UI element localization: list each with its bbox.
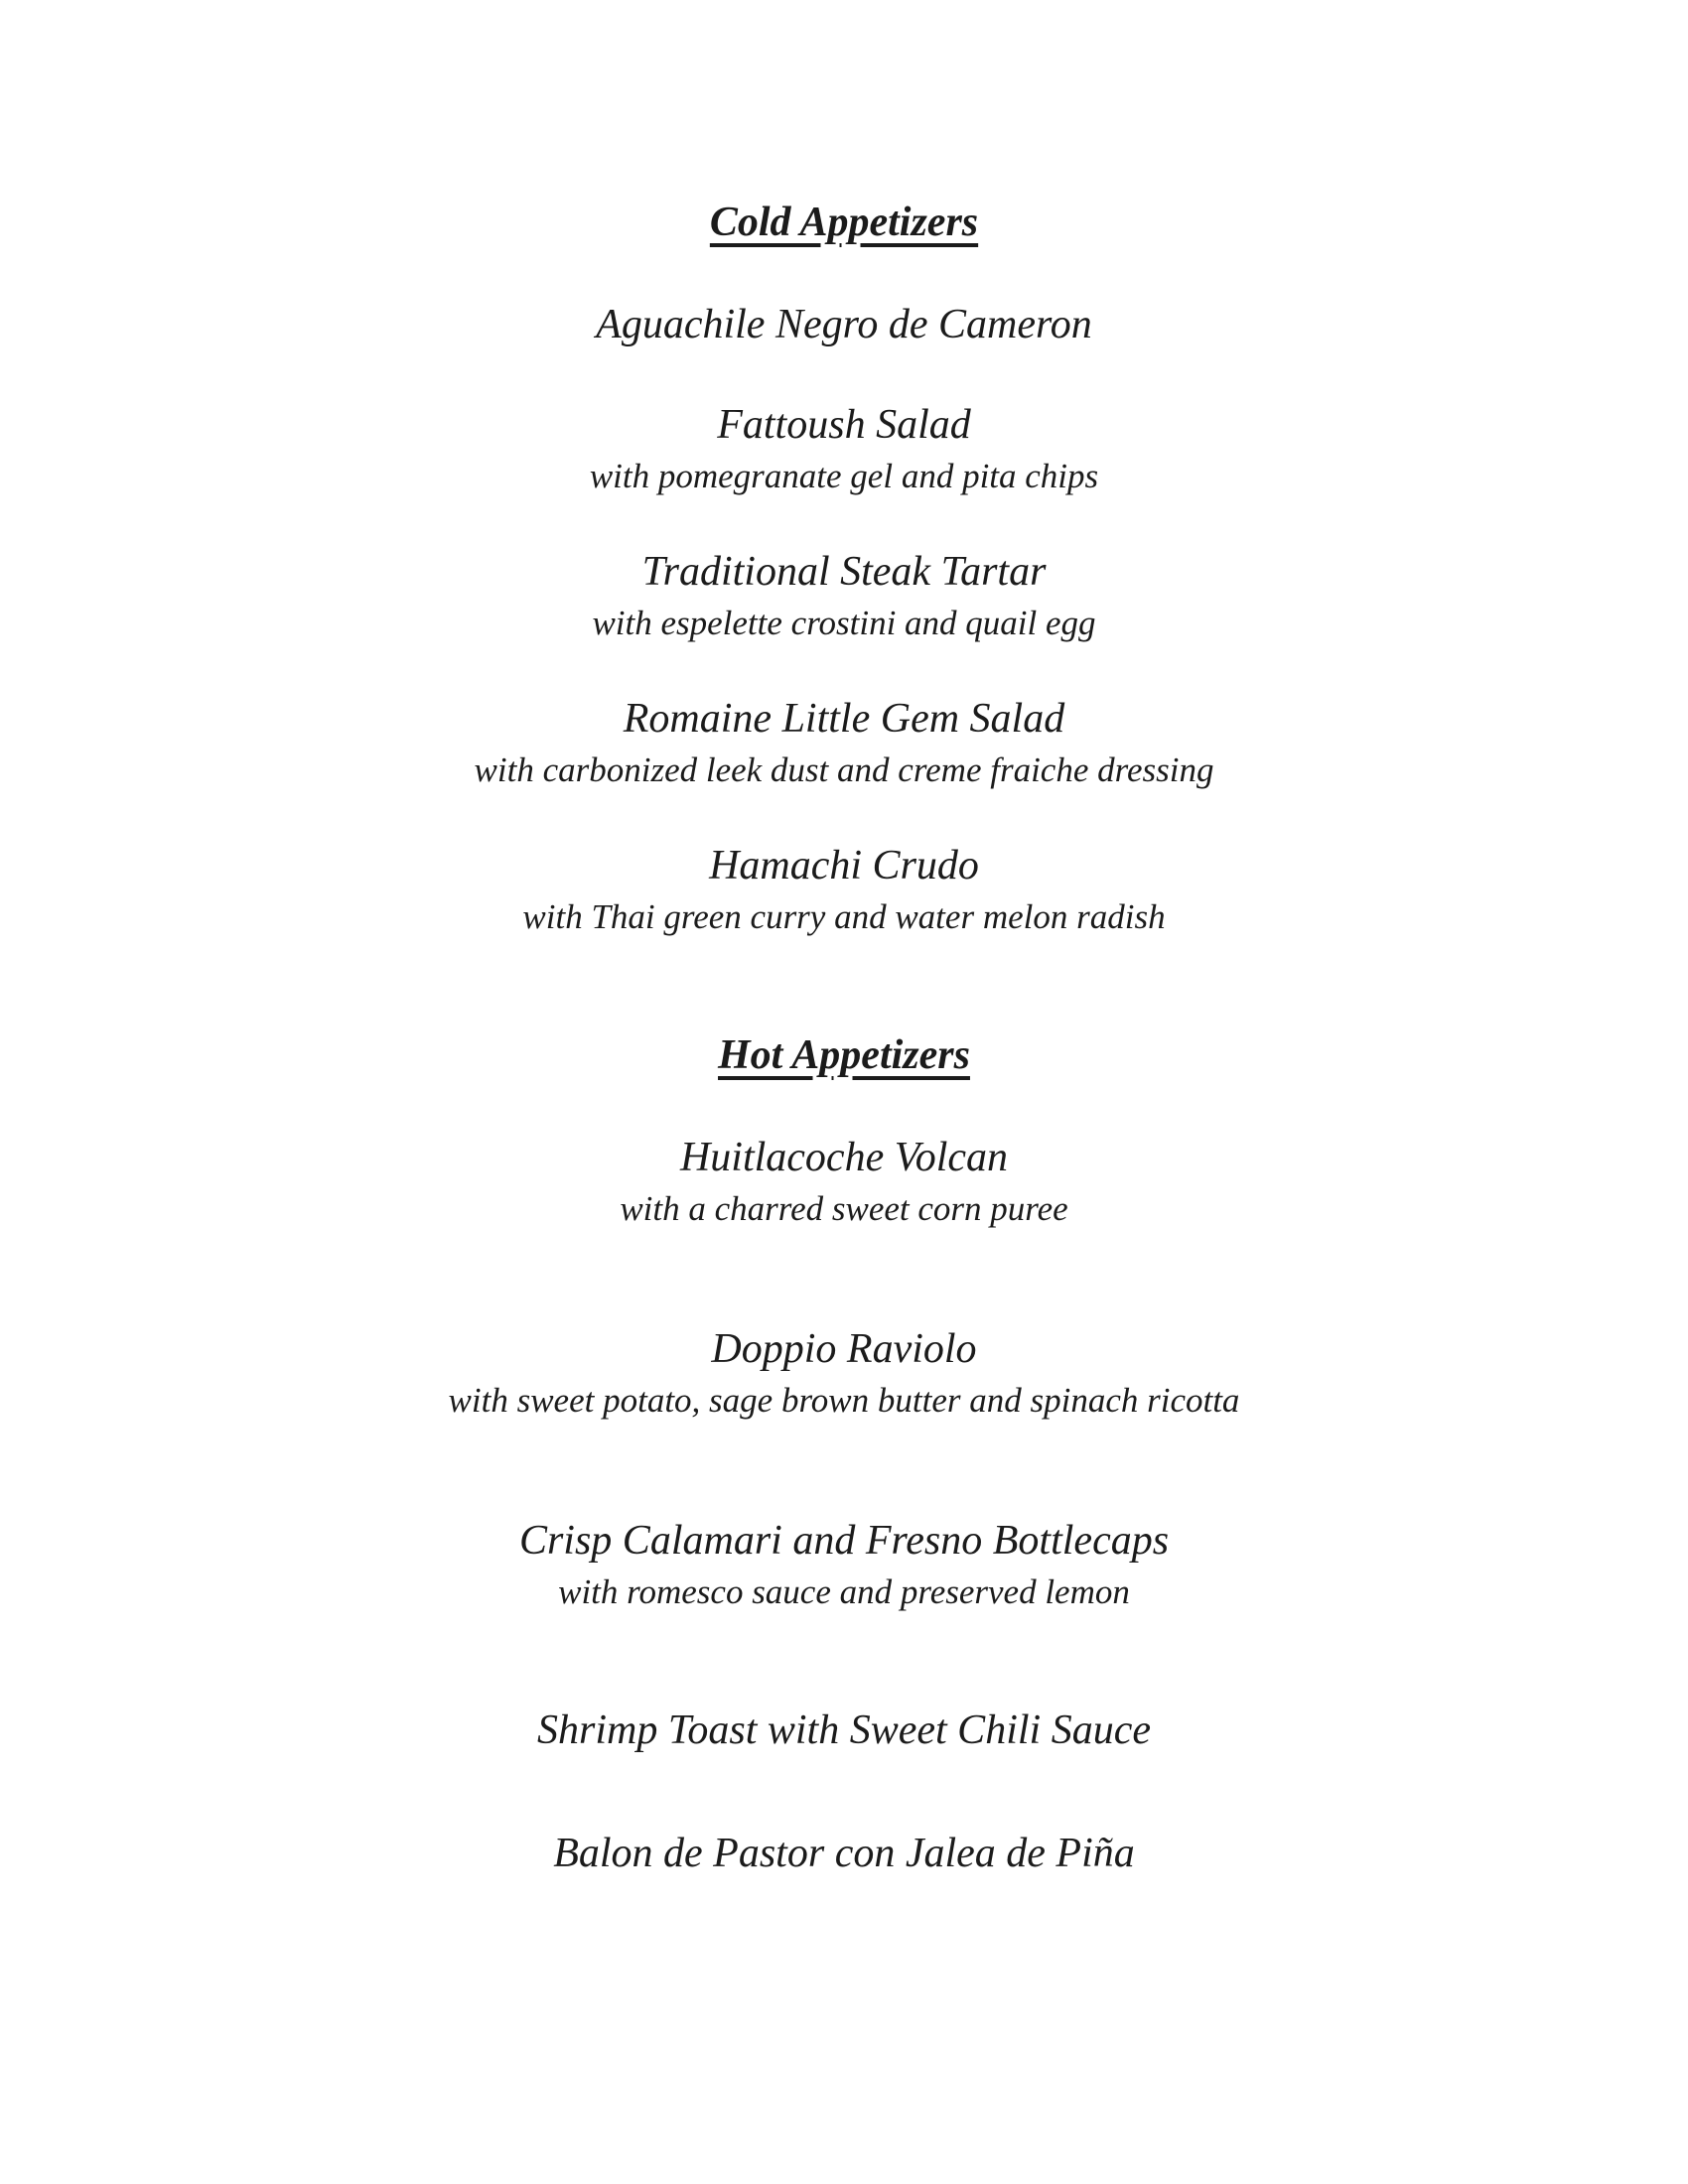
menu-item-aguachile [0,299,1688,350]
menu-item-fattoush [0,399,1688,502]
section-hot-appetizers [0,1029,1688,1879]
menu-item-desc: with a charred sweet corn puree [620,1189,1068,1228]
section-title-cold-appetizers [0,197,1688,248]
menu-item-name: Fattoush Salad [717,402,971,448]
menu-item-crisp-calamari [0,1515,1688,1618]
menu-item-desc: with sweet potato, sage brown butter and spinach ricotta [448,1381,1240,1420]
menu-item-name: Huitlacoche Volcan [679,1135,1009,1180]
menu-item-huitlacoche [0,1132,1688,1235]
menu-item-name: Crisp Calamari and Fresno Bottlecaps [518,1518,1170,1564]
menu-item-desc: with romesco sauce and preserved lemon [558,1572,1130,1611]
menu-item-doppio-raviolo [0,1323,1688,1427]
menu-item-name: Balon de Pastor con Jalea de Piña [553,1831,1135,1876]
menu-item-name: Romaine Little Gem Salad [623,696,1065,742]
section-title-hot-appetizers [0,1029,1688,1081]
menu-item-name: Hamachi Crudo [709,843,979,888]
menu-item-desc: with espelette crostini and quail egg [592,604,1096,642]
section-cold-appetizers [0,197,1688,943]
menu-item-name: Doppio Raviolo [711,1326,977,1372]
menu-item-balon-de-pastor [0,1828,1688,1879]
menu-item-name: Traditional Steak Tartar [641,549,1047,595]
menu-item-name: Aguachile Negro de Cameron [596,302,1092,347]
menu-item-desc: with pomegranate gel and pita chips [589,457,1099,495]
menu-item-desc: with Thai green curry and water melon radish [522,897,1166,936]
section-title-text: Hot Appetizers [718,1032,970,1078]
menu-item-hamachi-crudo [0,840,1688,943]
menu-item-name: Shrimp Toast with Sweet Chili Sauce [537,1707,1151,1753]
menu-item-steak-tartar [0,546,1688,649]
menu-item-shrimp-toast [0,1705,1688,1756]
menu-item-romaine-salad [0,693,1688,796]
menu-item-desc: with carbonized leek dust and creme fraiche dressing [474,751,1214,789]
section-title-text: Cold Appetizers [709,200,979,245]
